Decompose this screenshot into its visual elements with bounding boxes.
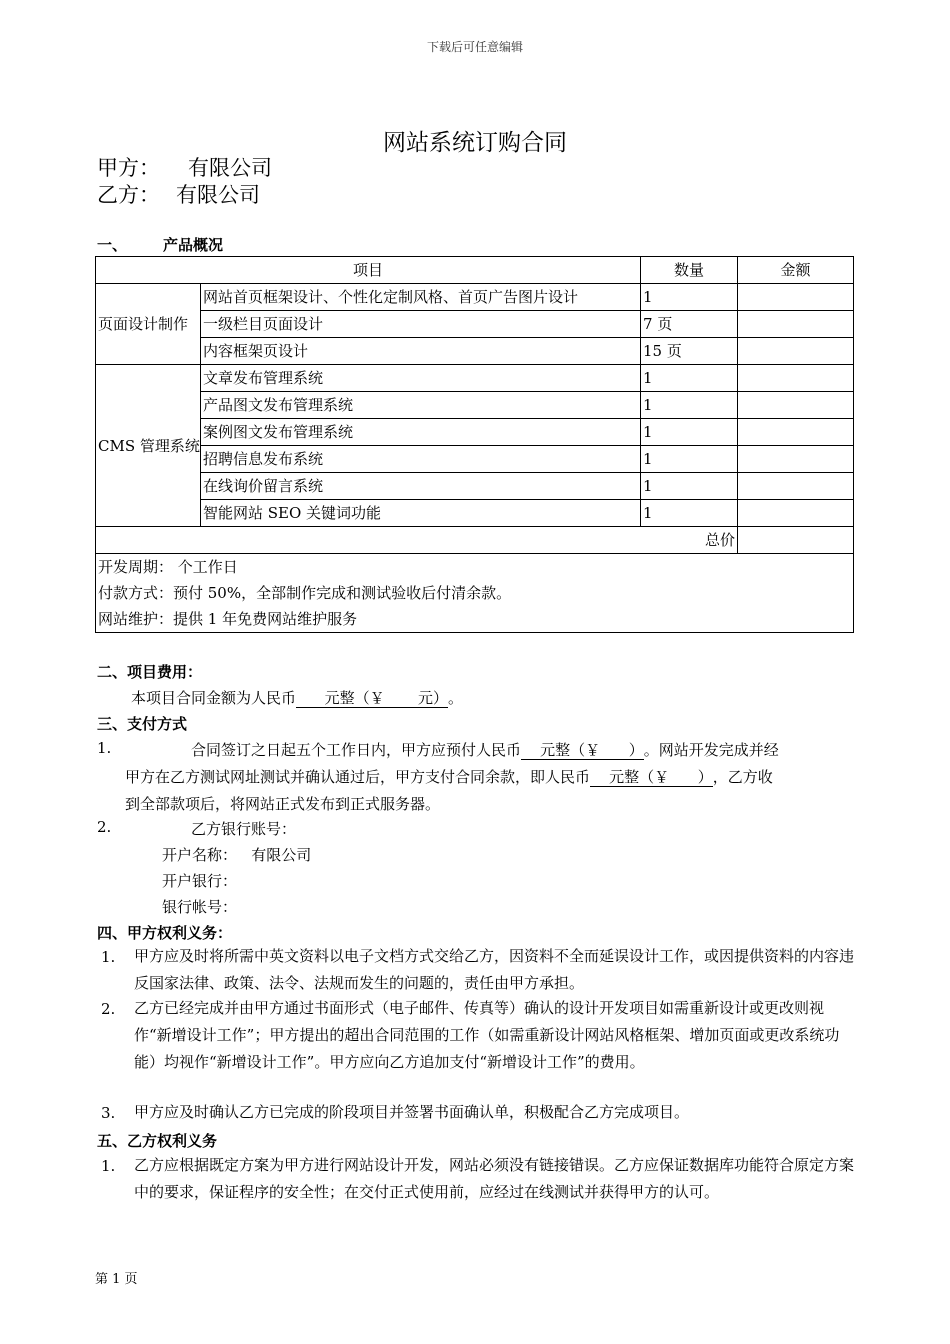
row-amount bbox=[738, 338, 854, 365]
product-table bbox=[95, 256, 854, 633]
row-amount bbox=[738, 500, 854, 527]
contract-amount-blank: 元整（￥ 元） bbox=[296, 689, 449, 707]
row-qty: 15 页 bbox=[641, 338, 738, 365]
dev-period: 开发周期： 个工作日 bbox=[96, 554, 854, 581]
document-title: 网站系统订购合同 bbox=[383, 130, 567, 156]
a-duty2-text: 乙方已经完成并由甲方通过书面形式（电子邮件、传真等）确认的设计开发项目如需重新设计或更改则视作“新增设计工作”；甲方提出的超出合同范围的工作（如需重新设计网站风格框架、增加页面或更改系统功能）均视作“新增设计工作”。甲方应向乙方追加支付“新增设计工作”的费用。 bbox=[134, 999, 840, 1071]
row-qty: 1 bbox=[641, 446, 738, 473]
party-b-name: 有限公司 bbox=[176, 183, 260, 207]
pay-item1-line2-tail: ，乙方收 bbox=[712, 768, 773, 786]
account-number: 银行帐号： bbox=[162, 898, 238, 916]
section5-heading: 五、乙方权利义务 bbox=[97, 1132, 218, 1150]
table-row bbox=[96, 473, 854, 500]
row-item: 内容框架页设计 bbox=[201, 338, 641, 365]
row-amount bbox=[738, 284, 854, 311]
party-b bbox=[97, 179, 260, 209]
a-duty1-num: 1. bbox=[101, 948, 116, 966]
pay-item1-line1 bbox=[191, 739, 779, 760]
a-duty2-num: 2. bbox=[101, 1000, 116, 1018]
account-name: 开户名称： 有限公司 bbox=[162, 846, 312, 864]
bank-name: 开户银行： bbox=[162, 872, 238, 890]
balance-blank: 元整（￥ ） bbox=[590, 768, 713, 786]
table-row bbox=[96, 419, 854, 446]
row-item: 产品图文发布管理系统 bbox=[201, 392, 641, 419]
a-duty3-text: 甲方应及时确认乙方已完成的阶段项目并签署书面确认单，积极配合乙方完成项目。 bbox=[134, 1103, 690, 1121]
table-row bbox=[96, 500, 854, 527]
row-qty: 1 bbox=[641, 473, 738, 500]
pay-item1-line2 bbox=[125, 766, 773, 787]
header-item: 项目 bbox=[96, 257, 641, 284]
row-qty: 1 bbox=[641, 365, 738, 392]
row-item: 在线询价留言系统 bbox=[201, 473, 641, 500]
section1-num: 一、 bbox=[97, 236, 128, 254]
section3-heading: 三、支付方式 bbox=[97, 715, 188, 733]
contract-amount-suffix: 。 bbox=[448, 689, 464, 707]
pay-item1-line1-text: 合同签订之日起五个工作日内，甲方应预付人民币 bbox=[191, 741, 522, 759]
row-amount bbox=[738, 365, 854, 392]
row-item: 文章发布管理系统 bbox=[201, 365, 641, 392]
row-item: 网站首页框架设计、个性化定制风格、首页广告图片设计 bbox=[201, 284, 641, 311]
table-row bbox=[96, 446, 854, 473]
contract-amount-line bbox=[131, 687, 463, 708]
section4-heading: 四、甲方权利义务： bbox=[97, 924, 233, 942]
row-qty: 1 bbox=[641, 419, 738, 446]
maintenance-terms: 网站维护：提供 1 年免费网站维护服务 bbox=[96, 606, 854, 633]
terms-row bbox=[96, 554, 854, 581]
row-amount bbox=[738, 446, 854, 473]
pay-item2-num: 2. bbox=[97, 818, 112, 836]
total-amount bbox=[738, 527, 854, 554]
total-row bbox=[96, 527, 854, 554]
table-row bbox=[96, 284, 854, 311]
row-qty: 1 bbox=[641, 284, 738, 311]
party-a-name: 有限公司 bbox=[188, 156, 272, 180]
a-duty1-text: 甲方应及时将所需中英文资料以电子文档方式交给乙方，因资料不全而延误设计工作，或因提供资料的内容违反国家法律、政策、法令、法规而发生的问题的，责任由甲方承担。 bbox=[134, 947, 855, 992]
row-qty: 7 页 bbox=[641, 311, 738, 338]
party-a-label: 甲方： bbox=[97, 156, 160, 180]
pay-item1-line1-tail: 。网站开发完成并经 bbox=[643, 741, 779, 759]
group-page-design: 页面设计制作 bbox=[96, 284, 201, 365]
terms-row bbox=[96, 580, 854, 606]
party-b-label: 乙方： bbox=[97, 183, 160, 207]
row-amount bbox=[738, 473, 854, 500]
prepay-blank: 元整（￥ ） bbox=[521, 741, 644, 759]
pay-item1-num: 1. bbox=[97, 739, 112, 757]
page-number: 第 1 页 bbox=[95, 1272, 138, 1287]
section2-heading: 二、项目费用： bbox=[97, 663, 203, 681]
party-a bbox=[97, 152, 272, 182]
row-qty: 1 bbox=[641, 392, 738, 419]
a-duty3-num: 3. bbox=[101, 1104, 116, 1122]
row-item: 招聘信息发布系统 bbox=[201, 446, 641, 473]
contract-amount-prefix: 本项目合同金额为人民币 bbox=[131, 689, 297, 707]
header-qty: 数量 bbox=[641, 257, 738, 284]
group-cms: CMS 管理系统 bbox=[96, 365, 201, 527]
pay-item2-text: 乙方银行账号： bbox=[191, 820, 297, 838]
table-header-row bbox=[96, 257, 854, 284]
pay-item1-line3: 到全部款项后，将网站正式发布到正式服务器。 bbox=[125, 795, 441, 813]
table-row bbox=[96, 392, 854, 419]
table-row bbox=[96, 338, 854, 365]
row-item: 一级栏目页面设计 bbox=[201, 311, 641, 338]
b-duty1-num: 1. bbox=[101, 1157, 116, 1175]
row-amount bbox=[738, 311, 854, 338]
table-row bbox=[96, 311, 854, 338]
header-note: 下载后可任意编辑 bbox=[426, 40, 523, 54]
section1-title: 产品概况 bbox=[163, 236, 224, 254]
b-duty1-text: 乙方应根据既定方案为甲方进行网站设计开发，网站必须没有链接错误。乙方应保证数据库功能符合原定方案中的要求，保证程序的安全性；在交付正式使用前，应经过在线测试并获得甲方的认可。 bbox=[134, 1156, 855, 1201]
row-qty: 1 bbox=[641, 500, 738, 527]
section1-heading bbox=[97, 234, 223, 255]
table-row bbox=[96, 365, 854, 392]
row-amount bbox=[738, 392, 854, 419]
row-amount bbox=[738, 419, 854, 446]
header-amount: 金额 bbox=[738, 257, 854, 284]
row-item: 智能网站 SEO 关键词功能 bbox=[201, 500, 641, 527]
terms-row bbox=[96, 606, 854, 633]
payment-terms: 付款方式：预付 50%，全部制作完成和测试验收后付清余款。 bbox=[96, 580, 854, 606]
pay-item1-line2-text: 甲方在乙方测试网址测试并确认通过后，甲方支付合同余款，即人民币 bbox=[125, 768, 591, 786]
total-label: 总价 bbox=[96, 527, 738, 554]
row-item: 案例图文发布管理系统 bbox=[201, 419, 641, 446]
